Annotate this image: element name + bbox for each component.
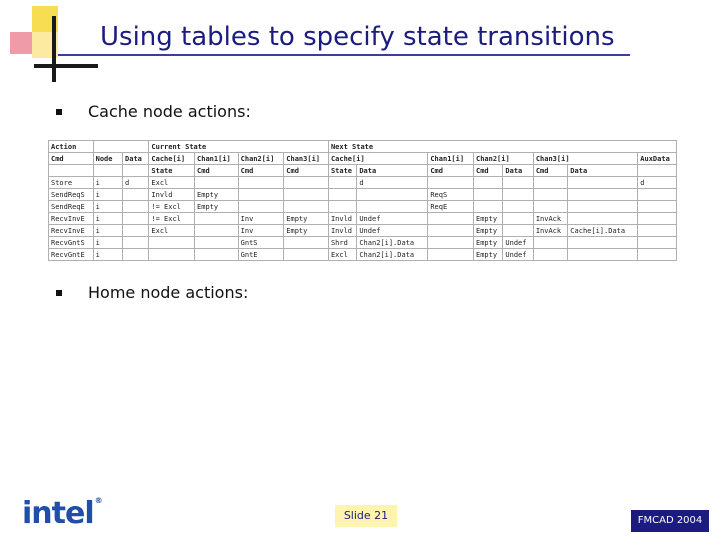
table-cell: Empty xyxy=(195,189,239,201)
slide-title: Using tables to specify state transitions xyxy=(100,22,615,52)
table-cell xyxy=(123,189,149,201)
table-cell: Undef xyxy=(357,225,428,237)
table-cell: != Excl xyxy=(149,201,195,213)
table-header-cell: Current State xyxy=(149,141,329,153)
decor-vertical-line xyxy=(52,16,56,82)
table-cell: Excl xyxy=(149,225,195,237)
table-cell xyxy=(123,201,149,213)
table-row xyxy=(49,225,677,237)
table-header-cell: Action xyxy=(49,141,94,153)
table-cell: Excl xyxy=(149,177,195,189)
table-row xyxy=(49,177,677,189)
table-header-cell: Data xyxy=(123,153,149,165)
table-cell: Chan2[i].Data xyxy=(357,249,428,261)
decor-horizontal-line xyxy=(34,64,98,68)
table-cell xyxy=(328,201,356,213)
table-header-cell xyxy=(123,165,149,177)
table-cell xyxy=(428,237,474,249)
table-cell xyxy=(568,213,638,225)
table-row xyxy=(49,249,677,261)
table-cell xyxy=(503,201,533,213)
table-cell: ReqS xyxy=(428,189,474,201)
table-header-cell: Chan3[i] xyxy=(284,153,329,165)
table-cell xyxy=(357,201,428,213)
table-cell xyxy=(533,201,567,213)
table-cell xyxy=(473,177,502,189)
table-cell xyxy=(284,189,329,201)
table-cell xyxy=(357,189,428,201)
table-header-cell: Cmd xyxy=(533,165,567,177)
table-cell: Chan2[i].Data xyxy=(357,237,428,249)
table-cell: Inv xyxy=(238,213,284,225)
table-header-cell: Chan1[i] xyxy=(428,153,474,165)
table-cell xyxy=(284,249,329,261)
table-header-cell: AuxData xyxy=(638,153,677,165)
table-cell xyxy=(195,213,239,225)
table-body xyxy=(49,177,677,261)
table-header-cell: Next State xyxy=(328,141,676,153)
table-cell xyxy=(238,201,284,213)
table-cell xyxy=(638,225,677,237)
table-cell xyxy=(328,189,356,201)
table-header-cell: Chan3[i] xyxy=(533,153,637,165)
table-cell xyxy=(195,237,239,249)
table-row xyxy=(49,201,677,213)
table-cell xyxy=(238,189,284,201)
table-row xyxy=(49,213,677,225)
table-cell xyxy=(328,177,356,189)
table-header-cell: Cmd xyxy=(284,165,329,177)
table-cell xyxy=(638,249,677,261)
table-cell xyxy=(568,177,638,189)
table-cell xyxy=(284,201,329,213)
table-cell: Empty xyxy=(473,225,502,237)
footer-conference-label: FMCAD 2004 xyxy=(631,510,709,532)
table-cell xyxy=(568,237,638,249)
table-header-cell: Cmd xyxy=(238,165,284,177)
table-cell: RecvGntS xyxy=(49,237,94,249)
table-cell xyxy=(533,249,567,261)
table-header-cell: Node xyxy=(93,153,122,165)
table-cell xyxy=(123,213,149,225)
table-cell: Undef xyxy=(503,249,533,261)
table-header-cell: Cmd xyxy=(49,153,94,165)
table-cell xyxy=(428,177,474,189)
table-cell xyxy=(533,177,567,189)
table-header-cell xyxy=(93,141,149,153)
table-cell: i xyxy=(93,177,122,189)
intel-logo-text: intel xyxy=(22,496,94,531)
registered-mark: ® xyxy=(94,496,102,505)
table-cell: RecvInvE xyxy=(49,225,94,237)
table-cell: i xyxy=(93,237,122,249)
table-cell: GntE xyxy=(238,249,284,261)
table-cell xyxy=(238,177,284,189)
intel-logo xyxy=(22,496,102,531)
table-header-cell: Cmd xyxy=(428,165,474,177)
table-cell: SendReqS xyxy=(49,189,94,201)
table-cell xyxy=(638,201,677,213)
table-cell: InvAck xyxy=(533,213,567,225)
table-cell: i xyxy=(93,249,122,261)
decor-pink-square xyxy=(10,32,32,54)
table-cell xyxy=(195,177,239,189)
table-cell xyxy=(568,201,638,213)
table-cell: d xyxy=(123,177,149,189)
slide-number: Slide 21 xyxy=(335,505,397,527)
table-cell: GntS xyxy=(238,237,284,249)
table-cell xyxy=(149,249,195,261)
table-row xyxy=(49,189,677,201)
table-header-cell: Cache[i] xyxy=(328,153,427,165)
table-cell: d xyxy=(357,177,428,189)
table-cell xyxy=(195,249,239,261)
table-cell: Inv xyxy=(238,225,284,237)
bullet-square-icon xyxy=(56,290,62,296)
table-cell: Empty xyxy=(284,213,329,225)
table-cell: SendReqE xyxy=(49,201,94,213)
table-cell xyxy=(123,249,149,261)
table-header-cell: Data xyxy=(568,165,638,177)
table-cell: Empty xyxy=(195,201,239,213)
table-header-cell: Data xyxy=(503,165,533,177)
state-transition-table xyxy=(48,140,677,261)
table-header-cell xyxy=(638,165,677,177)
table-cell xyxy=(428,225,474,237)
table-header-cell: State xyxy=(328,165,356,177)
bullet-square-icon xyxy=(56,109,62,115)
table-cell: Empty xyxy=(284,225,329,237)
table-cell xyxy=(533,189,567,201)
table-header-cell: Cmd xyxy=(195,165,239,177)
table-cell: Empty xyxy=(473,213,502,225)
table-cell: Store xyxy=(49,177,94,189)
table-cell: RecvInvE xyxy=(49,213,94,225)
table-header-cell xyxy=(49,165,94,177)
table-cell: i xyxy=(93,201,122,213)
table-header-cell: Chan2[i] xyxy=(473,153,533,165)
table-header-cell: Cmd xyxy=(473,165,502,177)
table-cell xyxy=(195,225,239,237)
table-cell xyxy=(428,249,474,261)
table-cell: Excl xyxy=(328,249,356,261)
table-cell: Invld xyxy=(328,213,356,225)
table-header-row-2 xyxy=(49,153,677,165)
table-cell: Cache[i].Data xyxy=(568,225,638,237)
table-header-cell: State xyxy=(149,165,195,177)
table-cell xyxy=(638,237,677,249)
table-header-cell: Chan1[i] xyxy=(195,153,239,165)
table-cell xyxy=(533,237,567,249)
table-cell xyxy=(568,189,638,201)
table-cell: Undef xyxy=(357,213,428,225)
table-cell xyxy=(568,249,638,261)
table-cell xyxy=(503,189,533,201)
table-cell: InvAck xyxy=(533,225,567,237)
table-cell: Undef xyxy=(503,237,533,249)
table-cell xyxy=(428,213,474,225)
table-cell: Empty xyxy=(473,237,502,249)
title-underline xyxy=(58,54,630,56)
table-header-cell: Chan2[i] xyxy=(238,153,284,165)
table-cell xyxy=(638,213,677,225)
table-cell xyxy=(503,177,533,189)
table-header-cell: Cache[i] xyxy=(149,153,195,165)
table-cell xyxy=(123,225,149,237)
table-cell: RecvGntE xyxy=(49,249,94,261)
table-header-cell xyxy=(93,165,122,177)
table-cell: Shrd xyxy=(328,237,356,249)
table-cell xyxy=(503,225,533,237)
table-cell xyxy=(473,201,502,213)
table-cell xyxy=(503,213,533,225)
state-transition-table-container xyxy=(48,140,677,261)
table-header-cell: Data xyxy=(357,165,428,177)
table-cell: i xyxy=(93,225,122,237)
table-row xyxy=(49,237,677,249)
table-cell: ReqE xyxy=(428,201,474,213)
table-cell xyxy=(284,177,329,189)
table-cell: i xyxy=(93,213,122,225)
table-header-row-3 xyxy=(49,165,677,177)
table-cell xyxy=(149,237,195,249)
table-cell: Invld xyxy=(328,225,356,237)
table-cell xyxy=(473,189,502,201)
table-cell: d xyxy=(638,177,677,189)
table-cell: i xyxy=(93,189,122,201)
table-cell: Invld xyxy=(149,189,195,201)
table-cell xyxy=(284,237,329,249)
table-cell: Empty xyxy=(473,249,502,261)
bullet-text-home-actions: Home node actions: xyxy=(88,283,249,302)
table-cell: != Excl xyxy=(149,213,195,225)
table-cell xyxy=(638,189,677,201)
table-header-row-1 xyxy=(49,141,677,153)
bullet-text-cache-actions: Cache node actions: xyxy=(88,102,251,121)
table-cell xyxy=(123,237,149,249)
